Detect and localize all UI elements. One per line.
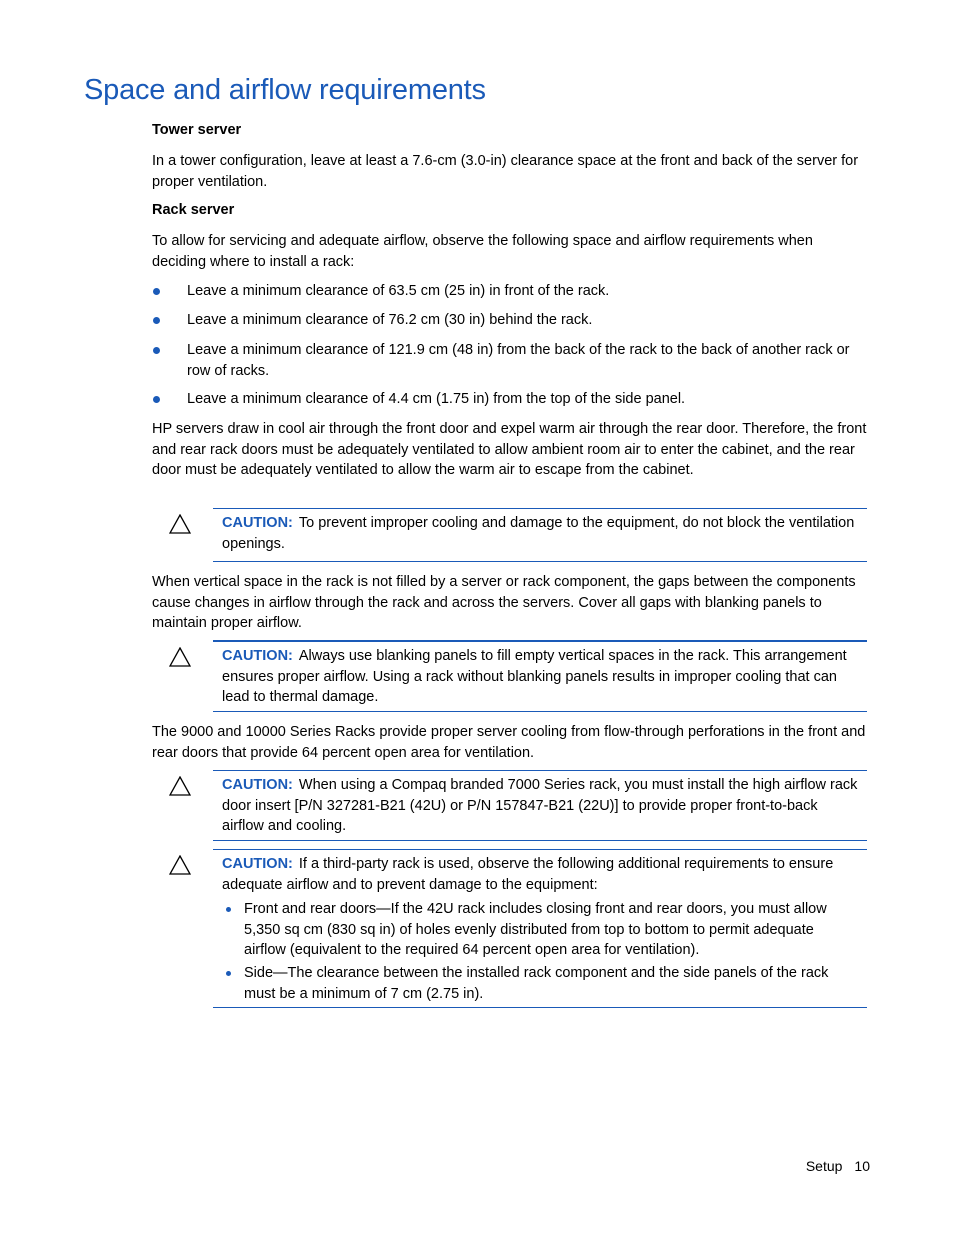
caution-box (213, 640, 867, 712)
caution-icon (169, 647, 191, 667)
list-item-text: Leave a minimum clearance of 4.4 cm (1.75 in) from the top of the side panel. (187, 391, 686, 407)
airflow-paragraph: HP servers draw in cool air through the front door and expel warm air through the rear door. Therefore, the front and rear rack doors must be adequately ventilated to allow ambient room air to enter the cabinet, and the rear door must be adequately ventilated to allow the warm air to escape from the cabinet. (152, 421, 867, 479)
page-number: 10 (854, 1158, 870, 1174)
page-title: Space and airflow requirements (84, 74, 486, 106)
bullet-icon (153, 396, 160, 403)
tower-server-heading: Tower server (152, 122, 242, 138)
series-paragraph: The 9000 and 10000 Series Racks provide proper server cooling from flow-through perforations in the front and rear doors that provide 64 percent open area for ventilation. (152, 724, 866, 761)
bullet-icon (153, 288, 160, 295)
list-item-text: Front and rear doors—If the 42U rack includes closing front and rear doors, you must allow 5,350 sq cm (830 sq in) of holes evenly distributed from top to bottom to permit adequate airflow (equivalent to the required 64 percent open area for ventilation). (244, 901, 827, 959)
caution-label: CAUTION: (222, 777, 293, 793)
page-footer (700, 1158, 870, 1174)
caution-body: If a third-party rack is used, observe the following additional requirements to ensure adequate airflow and to prevent damage to the equipment: (222, 856, 834, 893)
caution-label: CAUTION: (222, 515, 293, 531)
rack-server-heading: Rack server (152, 202, 235, 218)
caution-label: CAUTION: (222, 648, 293, 664)
caution-text (222, 646, 859, 708)
bullet-icon (226, 907, 231, 912)
rack-server-intro: To allow for servicing and adequate airflow, observe the following space and airflow requirements when deciding where to install a rack: (152, 233, 813, 270)
list-item-text: Leave a minimum clearance of 76.2 cm (30 in) behind the rack. (187, 312, 593, 328)
caution-label: CAUTION: (222, 856, 293, 872)
gaps-paragraph: When vertical space in the rack is not filled by a server or rack component, the gaps between the components cause changes in airflow through the rack and across the servers. Cover all gaps with blanking panels to maintain proper airflow. (152, 574, 856, 632)
caution-body: To prevent improper cooling and damage to the equipment, do not block the ventilation openings. (222, 515, 855, 552)
tower-server-text: In a tower configuration, leave at least a 7.6-cm (3.0-in) clearance space at the front and back of the server for proper ventilation. (152, 153, 859, 190)
list-item-text: Leave a minimum clearance of 63.5 cm (25 in) in front of the rack. (187, 283, 610, 299)
caution-text (222, 513, 859, 554)
caution-icon (169, 514, 191, 534)
caution-box (213, 508, 867, 562)
bullet-icon (226, 971, 231, 976)
caution-icon (169, 855, 191, 875)
footer-section: Setup (805, 1158, 843, 1174)
caution-body: Always use blanking panels to fill empty vertical spaces in the rack. This arrangement ensures proper airflow. Using a rack without blanking panels results in improper cooling that can lead to thermal damage. (222, 648, 847, 706)
bullet-icon (153, 347, 160, 354)
caution-box (213, 770, 867, 841)
list-item-text: Leave a minimum clearance of 121.9 cm (48 in) from the back of the rack to the back of another rack or row of racks. (187, 342, 850, 379)
bullet-icon (153, 317, 160, 324)
caution-box (213, 849, 867, 1008)
list-item-text: Side—The clearance between the installed rack component and the side panels of the rack must be a minimum of 7 cm (2.75 in). (244, 965, 829, 1002)
caution-text (222, 775, 859, 837)
caution-text (222, 854, 859, 895)
caution-icon (169, 776, 191, 796)
caution-body: When using a Compaq branded 7000 Series rack, you must install the high airflow rack door insert [P/N 327281-B21 (42U) or P/N 157847-B21 (22U)] to provide proper front-to-back airflow and cooling. (222, 777, 858, 835)
